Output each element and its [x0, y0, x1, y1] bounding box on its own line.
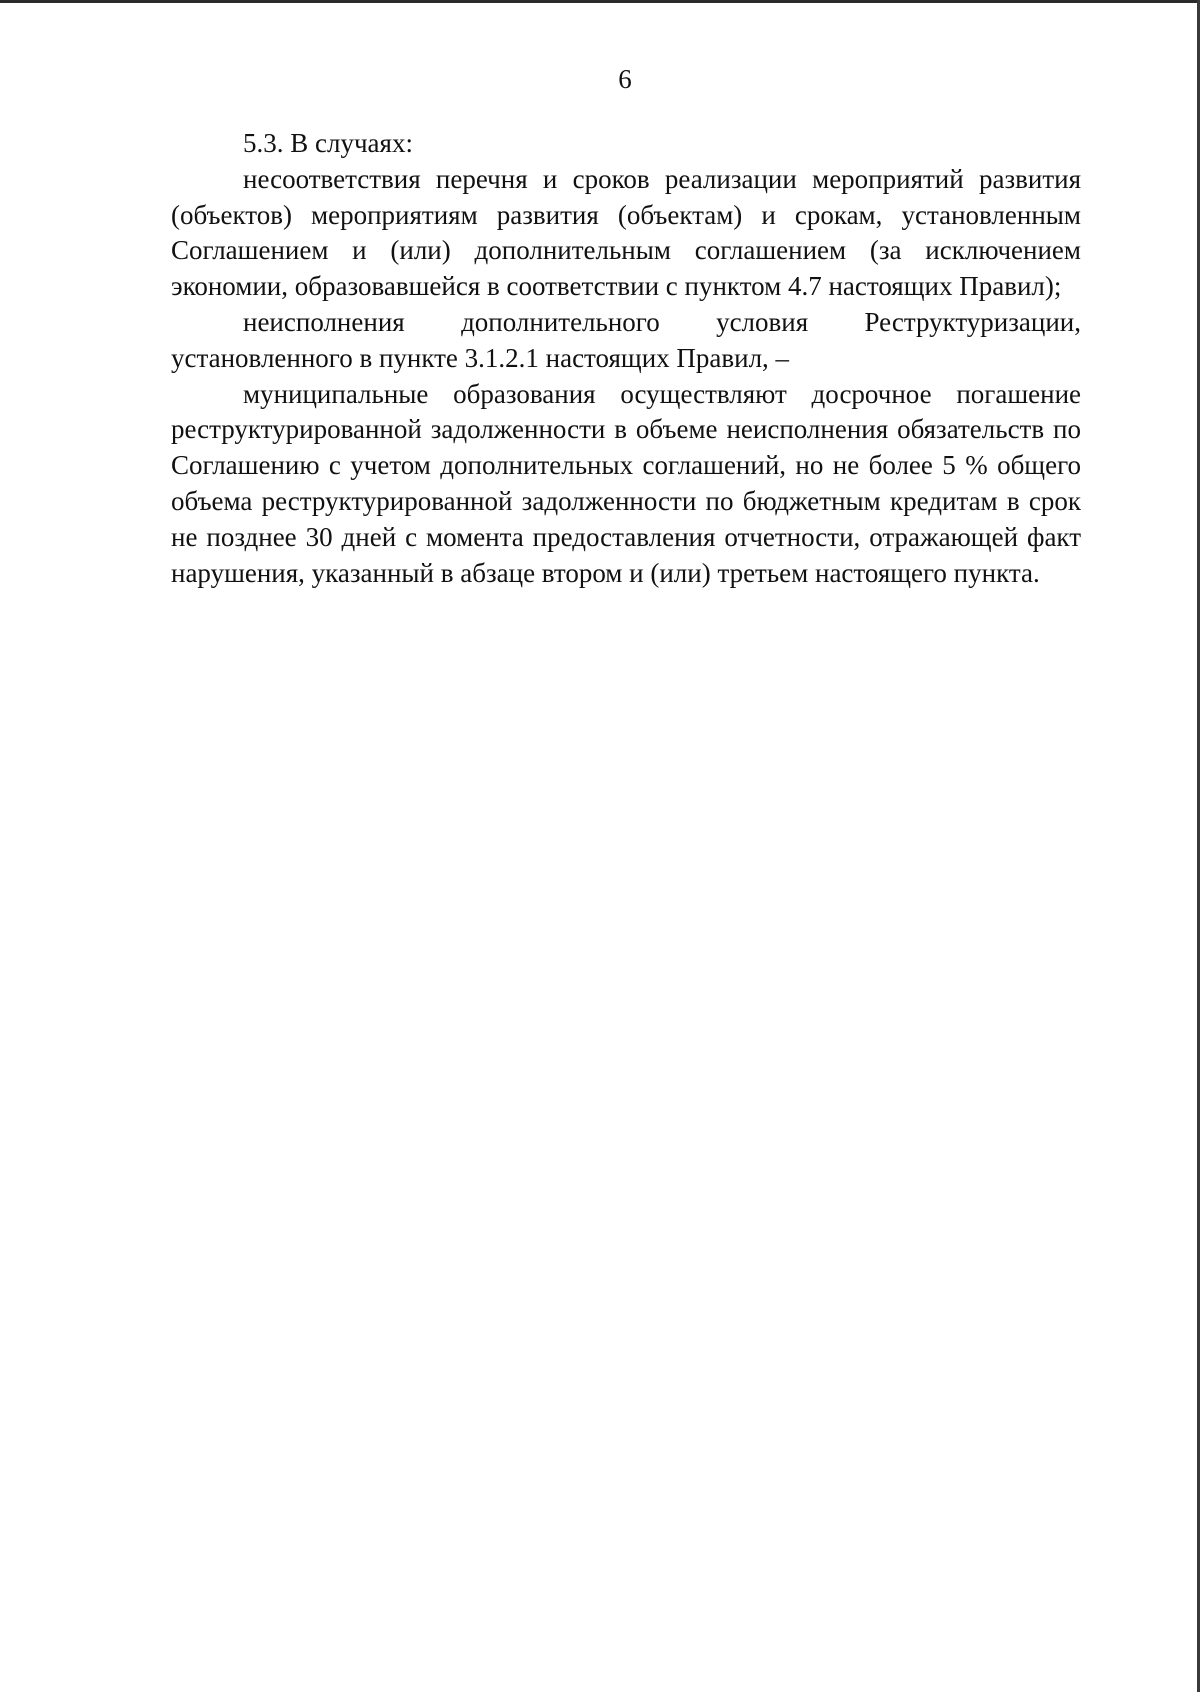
- paragraph-mismatch-condition: несоответствия перечня и сроков реализации мероприятий развития (объектов) мероприятиям развития (объектам) и срокам, установленным Соглашением и (или) дополнительным соглашением (за исключением экономии, образовавшейся в соответствии с пунктом 4.7 настоящих Правил);: [171, 163, 1081, 302]
- page-number: 6: [618, 64, 632, 94]
- paragraph-early-repayment: муниципальные образования осуществляют досрочное погашение реструктурированной задолженности в объеме неисполнения обязательств по Соглашению с учетом дополнительных соглашений, но не более 5 % общего объема реструктурированной задолженности по бюджетным кредитам в срок не позднее 30 дней с момента предоставления отчетности, отражающей факт нарушения, указанный в абзаце втором и (или) третьем настоящего пункта.: [171, 378, 1081, 588]
- scan-top-edge: [0, 0, 1200, 3]
- clause-heading: 5.3. В случаях:: [243, 128, 413, 158]
- paragraph-nonfulfillment-condition: неисполнения дополнительного условия Реструктуризации, установленного в пункте 3.1.2.1 настоящих Правил, –: [171, 306, 1081, 373]
- document-body: [171, 126, 1081, 591]
